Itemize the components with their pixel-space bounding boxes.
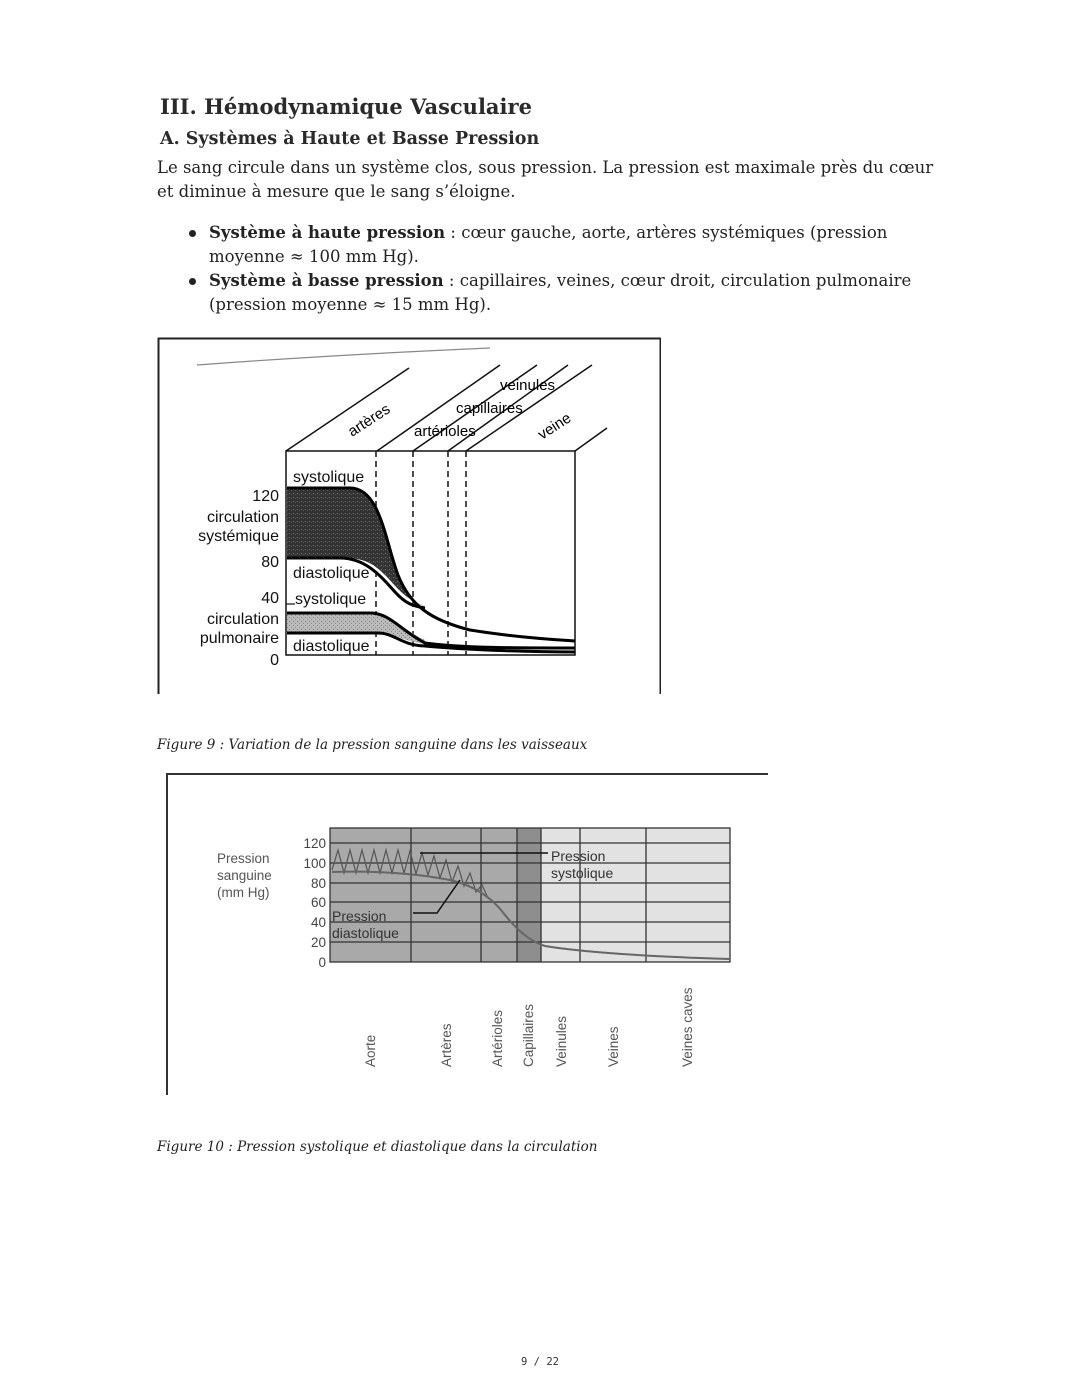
axis-label: systémique: [198, 528, 279, 545]
systolic-label: systolique: [293, 469, 365, 486]
y-axis-label: sanguine: [217, 868, 272, 883]
x-category-label: Veines: [606, 1026, 621, 1067]
intro-paragraph: Le sang circule dans un système clos, sous pression. La pression est maximale près du cœur et diminue à mesure que le sang s’éloigne.: [157, 158, 934, 201]
systolic-label: systolique: [551, 865, 614, 881]
x-category-label: Capillaires: [521, 1003, 536, 1067]
figure-9-caption: Figure 9 : Variation de la pression sanguine dans les vaisseaux: [157, 737, 588, 753]
x-category-label: Artérioles: [490, 1009, 505, 1067]
y-tick: 120: [303, 836, 326, 851]
subsection-heading: A. Systèmes à Haute et Basse Pression: [160, 129, 540, 149]
y-tick: 0: [270, 652, 279, 669]
section-heading: III. Hémodynamique Vasculaire: [160, 94, 532, 119]
y-tick: 80: [310, 876, 326, 891]
y-tick: 100: [303, 856, 326, 871]
y-tick: 80: [261, 554, 279, 571]
y-tick: 60: [310, 895, 326, 910]
vessel-label: capillaires: [456, 400, 523, 417]
diastolic-label: diastolique: [293, 638, 370, 655]
figure-9-diagram: [157, 337, 661, 694]
y-axis-label: (mm Hg): [217, 885, 270, 900]
bullet-icon: [189, 278, 196, 285]
page-number: 9 / 22: [521, 1356, 559, 1368]
x-category-label: Aorte: [363, 1034, 378, 1067]
bullet-text: : cœur gauche, aorte, artères systémiques (pression moyenne ≈ 100 mm Hg).: [209, 223, 888, 266]
bullet-term: Système à haute pression: [209, 223, 446, 242]
x-category-label: Artères: [439, 1023, 454, 1067]
bullet-text: : capillaires, veines, cœur droit, circulation pulmonaire (pression moyenne ≈ 15 mm Hg).: [209, 271, 912, 314]
vessel-label: veinules: [500, 377, 556, 394]
bullet-icon: [189, 230, 196, 237]
pressure-systems-list: [157, 221, 917, 317]
bullet-term: Système à basse pression: [209, 271, 444, 290]
y-tick: 40: [310, 915, 326, 930]
diastolic-label: diastolique: [332, 925, 399, 941]
axis-label: circulation: [206, 611, 279, 628]
diastolic-label: diastolique: [293, 565, 370, 582]
figure-10-chart: [165, 773, 768, 1095]
vessel-label: artérioles: [414, 423, 476, 440]
y-tick: 120: [252, 488, 279, 505]
list-item: [157, 269, 917, 316]
vessel-label: artères: [344, 400, 394, 441]
axis-label: pulmonaire: [199, 630, 279, 647]
y-tick: 40: [261, 590, 279, 607]
y-tick: 0: [318, 955, 326, 970]
x-category-label: Veines caves: [680, 987, 695, 1067]
x-category-label: Veinules: [554, 1015, 569, 1067]
y-axis-label: Pression: [217, 851, 270, 866]
y-tick: 20: [310, 935, 326, 950]
figure-10-caption: Figure 10 : Pression systolique et diastolique dans la circulation: [157, 1139, 598, 1155]
axis-label: circulation: [206, 509, 279, 526]
vessel-label: veine: [534, 409, 575, 444]
diastolic-label: Pression: [332, 908, 387, 924]
systolic-label: systolique: [295, 591, 367, 608]
list-item: [157, 221, 917, 268]
systolic-label: Pression: [551, 848, 606, 864]
